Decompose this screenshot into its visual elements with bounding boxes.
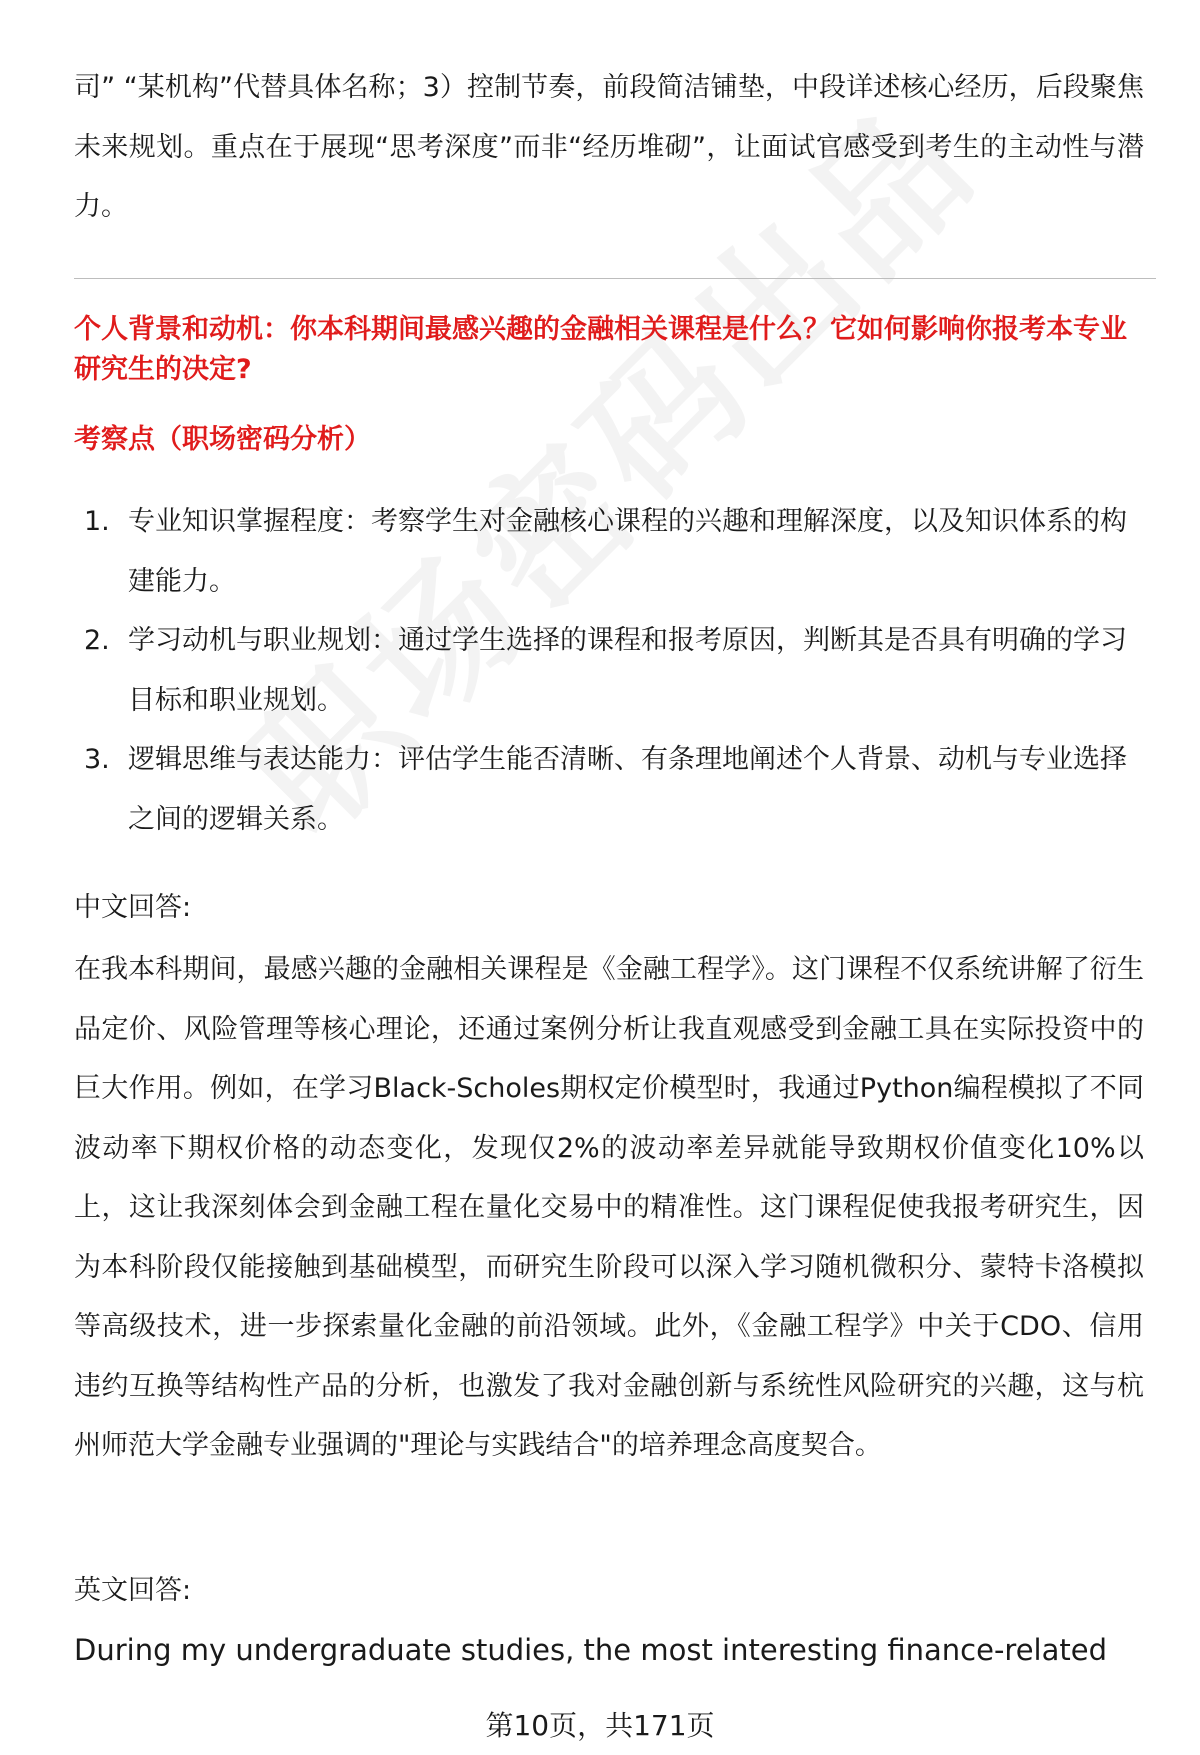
intro-paragraph: 司” “某机构”代替具体名称；3）控制节奏，前段简洁铺垫，中段详述核心经历，后段聚焦未来规划。重点在于展现“思考深度”而非“经历堆砌”，让面试官感受到考生的主动性与潜力。 bbox=[74, 72, 1144, 222]
list-number: 1. bbox=[84, 506, 110, 537]
list-number: 2. bbox=[84, 625, 110, 656]
section-divider bbox=[74, 278, 1156, 279]
chinese-answer-text: 在我本科期间，最感兴趣的金融相关课程是《金融工程学》。这门课程不仅系统讲解了衍生品定价、风险管理等核心理论，还通过案例分析让我直观感受到金融工具在实际投资中的巨大作用。例如，在学习Black-Scholes期权定价模型时，我通过Python编程模拟了不同波动率下期权价格的动态变化，发现仅2%的波动率差异就能导致期权价值变化10%以上，这让我深刻体会到金融工程在量化交易中的精准性。这门课程促使我报考研究生，因为本科阶段仅能接触到基础模型，而研究生阶段可以深入学习随机微积分、蒙特卡洛模拟等高级技术，进一步探索量化金融的前沿领域。此外，《金融工程学》中关于CDO、信用违约互换等结构性产品的分析，也激发了我对金融创新与系统性风险研究的兴趣，这与杭州师范大学金融专业强调的"理论与实践结合"的培养理念高度契合。 bbox=[74, 954, 1144, 1461]
english-answer-text: During my undergraduate studies, the most interesting finance-related bbox=[74, 1633, 1107, 1667]
english-answer-label: 英文回答: bbox=[74, 1575, 192, 1606]
list-item bbox=[74, 492, 1144, 611]
question-title: 个人背景和动机：你本科期间最感兴趣的金融相关课程是什么？它如何影响你报考本专业研究生的决定? bbox=[74, 314, 1127, 385]
list-text: 学习动机与职业规划：通过学生选择的课程和报考原因，判断其是否具有明确的学习目标和职业规划。 bbox=[128, 625, 1127, 716]
assessment-list bbox=[74, 492, 1144, 849]
intro-section bbox=[74, 58, 1144, 237]
chinese-answer-section bbox=[74, 940, 1144, 1476]
list-item bbox=[74, 730, 1144, 849]
list-number: 3. bbox=[84, 744, 110, 775]
chinese-answer-label: 中文回答: bbox=[74, 892, 192, 923]
list-text: 专业知识掌握程度：考察学生对金融核心课程的兴趣和理解深度，以及知识体系的构建能力。 bbox=[128, 506, 1127, 597]
page-footer: 第10页，共171页 bbox=[485, 1709, 715, 1742]
list-text: 逻辑思维与表达能力：评估学生能否清晰、有条理地阐述个人背景、动机与专业选择之间的逻辑关系。 bbox=[128, 744, 1127, 835]
list-item bbox=[74, 611, 1144, 730]
assessment-heading: 考察点（职场密码分析） bbox=[74, 424, 371, 455]
